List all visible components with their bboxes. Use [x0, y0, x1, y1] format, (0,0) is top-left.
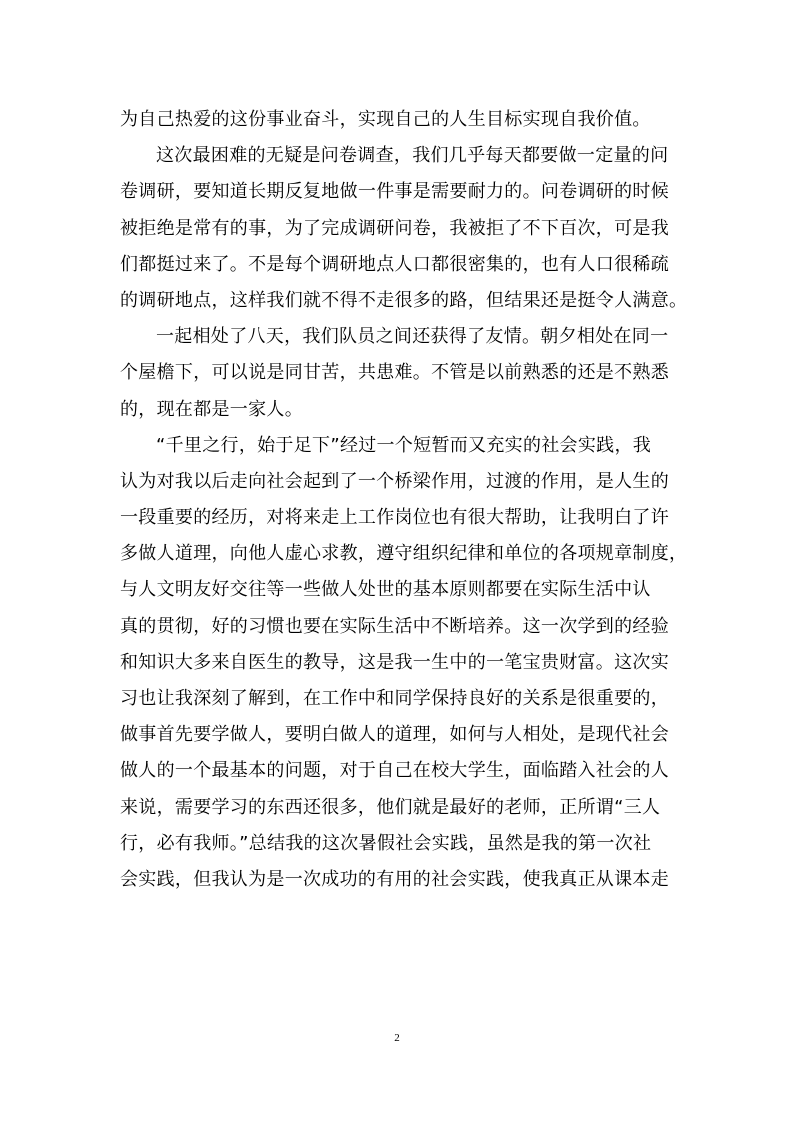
text-line: 多做人道理，向他人虚心求教，遵守组织纪律和单位的各项规章制度， [120, 543, 688, 565]
text-line: 这次最困难的无疑是问卷调查，我们几乎每天都要做一定量的问 [156, 145, 669, 167]
text-line: 一段重要的经历，对将来走上工作岗位也有很大帮助，让我明白了许 [120, 507, 669, 529]
text-line: 的，现在都是一家人。 [120, 398, 303, 420]
text-line: 和知识大多来自医生的教导，这是我一生中的一笔宝贵财富。这次实 [120, 651, 669, 673]
body-text [120, 102, 688, 898]
page-number: 2 [394, 1032, 400, 1044]
text-line: 做事首先要学做人，要明白做人的道理，如何与人相处，是现代社会 [120, 724, 669, 746]
text-line: 与人文明友好交往等一些做人处世的基本原则都要在实际生活中认 [120, 579, 651, 601]
text-line: 认为对我以后走向社会起到了一个桥梁作用，过渡的作用，是人生的 [120, 470, 669, 492]
text-line: 被拒绝是常有的事，为了完成调研问卷，我被拒了不下百次，可是我 [120, 217, 669, 239]
text-line: “千里之行，始于足下”经过一个短暂而又充实的社会实践，我 [156, 434, 652, 456]
text-line: 个屋檐下，可以说是同甘苦，共患难。不管是以前熟悉的还是不熟悉 [120, 362, 669, 384]
text-line: 来说，需要学习的东西还很多，他们就是最好的老师，正所谓“三人 [120, 796, 661, 818]
text-line: 会实践，但我认为是一次成功的有用的社会实践，使我真正从课本走 [120, 868, 669, 890]
text-line: 为自己热爱的这份事业奋斗，实现自己的人生目标实现自我价值。 [120, 109, 651, 130]
text-line: 卷调研，要知道长期反复地做一件事是需要耐力的。问卷调研的时候 [120, 181, 669, 203]
text-line: 行，必有我师。”总结我的这次暑假社会实践，虽然是我的第一次社 [120, 832, 652, 854]
text-line: 做人的一个最基本的问题，对于自己在校大学生，面临踏入社会的人 [120, 760, 669, 782]
text-line: 一起相处了八天，我们队员之间还获得了友情。朝夕相处在同一 [156, 326, 669, 348]
text-line: 们都挺过来了。不是每个调研地点人口都很密集的，也有人口很稀疏 [120, 253, 669, 275]
text-line: 的调研地点，这样我们就不得不走很多的路，但结果还是挺令人满意。 [120, 289, 688, 311]
text-line: 习也让我深刻了解到，在工作中和同学保持良好的关系是很重要的， [120, 688, 669, 709]
text-line: 真的贯彻，好的习惯也要在实际生活中不断培养。这一次学到的经验 [120, 615, 669, 637]
